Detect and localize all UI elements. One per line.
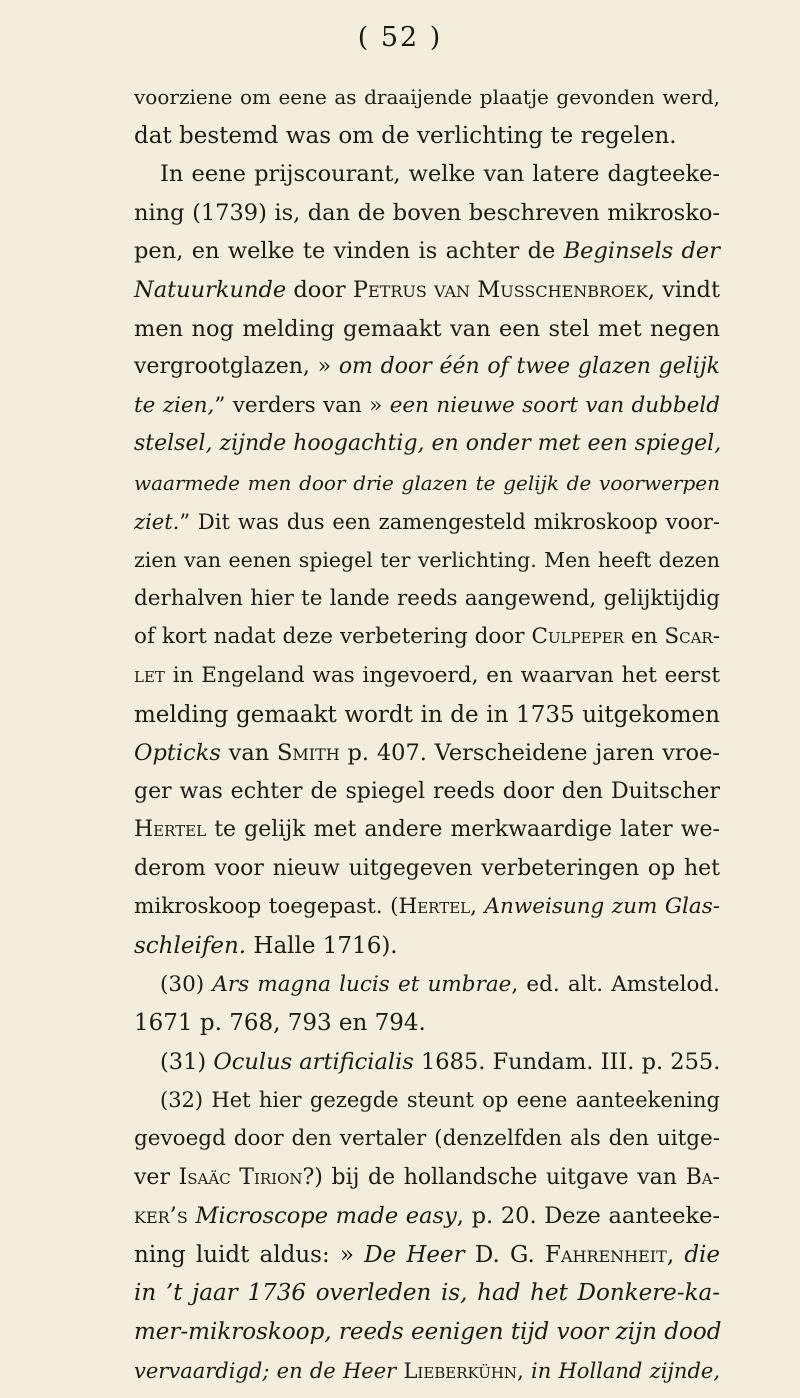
- italic-text: stelsel, zijnde hoogachtig, en onder met een spiegel,: [134, 431, 722, 457]
- italic-text: in Holland zijnde,: [531, 1358, 720, 1383]
- text-line-21: [134, 850, 720, 889]
- text-segment: p. 407. Verscheidene jaren vroe-: [339, 740, 721, 767]
- text-segment: of kort nadat deze verbetering door: [134, 624, 532, 650]
- text-line-28: [134, 1120, 720, 1159]
- text-segment: ,: [470, 894, 485, 920]
- small-caps-name: Hertel: [134, 817, 207, 843]
- text-segment: In eene prijscourant, welke van latere dagteeke-: [160, 161, 720, 188]
- text-line-23: [134, 927, 720, 966]
- text-segment: derom voor nieuw uitgegeven verbeteringen op het: [134, 855, 720, 881]
- small-caps-name: Petrus van Musschenbroek: [352, 276, 648, 303]
- italic-text: vervaardigd; en de Heer: [134, 1358, 404, 1383]
- italic-text: ziet.: [134, 509, 180, 534]
- italic-text: een nieuwe soort van dubbeld: [389, 392, 720, 418]
- text-line-2: [134, 117, 720, 156]
- small-caps-name: Hertel: [398, 894, 471, 920]
- text-line-3: [134, 155, 720, 194]
- small-caps-name: ker’s: [134, 1203, 188, 1230]
- text-segment: ger was echter de spiegel reeds door den Duitscher: [134, 778, 720, 804]
- text-line-24: [134, 966, 720, 1005]
- text-line-14: [134, 580, 720, 619]
- italic-text: Beginsels der: [563, 238, 720, 265]
- small-caps-name: Lieberkühn: [403, 1358, 518, 1383]
- text-line-26: [134, 1043, 720, 1082]
- text-line-10: [134, 425, 720, 464]
- text-line-13: [134, 541, 720, 580]
- small-caps-name: Ba-: [685, 1164, 720, 1190]
- body-text: [134, 78, 720, 1390]
- italic-text: waarmede men door drie glazen te gelijk de voorwerpen: [134, 470, 720, 495]
- italic-text: Microscope made easy: [195, 1203, 457, 1230]
- text-segment: 1671 p. 768, 793 en 794.: [134, 1010, 426, 1037]
- text-segment: derhalven hier te lande reeds aangewend, gelijktijdig: [134, 585, 720, 611]
- text-line-15: [134, 618, 720, 657]
- page-number: ( 52 ): [357, 22, 443, 53]
- text-segment: voorziene om eene as draaijende plaatje gevonden werd,: [134, 85, 720, 109]
- text-line-12: [134, 503, 720, 542]
- text-line-27: [134, 1081, 720, 1120]
- text-segment: (32) Het hier gezegde steunt op eene aanteekening: [160, 1088, 720, 1113]
- text-line-18: [134, 734, 720, 773]
- small-caps-name: Smith: [277, 740, 340, 767]
- italic-text: schleifen.: [134, 933, 247, 960]
- text-segment: melding gemaakt wordt in de in 1735 uitgekomen: [134, 701, 720, 728]
- text-segment: , vindt: [647, 276, 720, 303]
- text-line-20: [134, 811, 720, 850]
- text-segment: en: [623, 624, 665, 650]
- italic-text: te zien,: [134, 392, 215, 418]
- text-segment: ” verders van »: [214, 392, 390, 418]
- small-caps-name: Fahrenheit: [544, 1241, 667, 1268]
- small-caps-name: let: [134, 662, 165, 688]
- text-line-5: [134, 232, 720, 271]
- text-segment: vergrootglazen, »: [134, 354, 339, 380]
- text-segment: , ed. alt. Amstelod.: [511, 971, 720, 997]
- text-line-29: [134, 1159, 720, 1198]
- italic-text: in ’t jaar 1736 overleden is, had het Donkere-ka-: [134, 1280, 720, 1307]
- text-segment: ?) bij de hollandsche uitgave van: [302, 1164, 686, 1190]
- text-line-9: [134, 387, 720, 426]
- text-segment: men nog melding gemaakt van een stel met negen: [134, 315, 720, 342]
- text-line-17: [134, 696, 720, 735]
- italic-text: om door één of twee glazen gelijk: [338, 354, 720, 380]
- italic-text: Anweisung zum Glas-: [484, 894, 721, 920]
- text-line-1: [134, 78, 720, 117]
- text-line-16: [134, 657, 720, 696]
- text-segment: gevoegd door den vertaler (denzelfden als den uitge-: [134, 1126, 720, 1152]
- text-line-32: [134, 1274, 720, 1313]
- text-segment: D. G.: [464, 1241, 545, 1268]
- text-segment: mikroskoop toegepast. (: [134, 894, 399, 920]
- text-line-7: [134, 310, 720, 349]
- small-caps-name: Isaäc Tirion: [178, 1164, 303, 1190]
- text-line-6: [134, 271, 720, 310]
- text-segment: ning (1739) is, dan de boven beschreven mikrosko-: [134, 199, 720, 226]
- italic-text: mer-mikroskoop, reeds eenigen tijd voor zijn dood: [134, 1319, 722, 1345]
- text-line-4: [134, 194, 720, 233]
- text-segment: te gelijk met andere merkwaardige later we-: [206, 817, 720, 843]
- text-segment: 1685. Fundam. III. p. 255.: [413, 1048, 721, 1075]
- text-segment: , p. 20. Deze aanteeke-: [456, 1203, 720, 1230]
- text-segment: ” Dit was dus een zamengesteld mikroskoop voor-: [179, 509, 720, 534]
- italic-text: De Heer: [364, 1241, 465, 1268]
- small-caps-name: Culpeper: [531, 624, 624, 650]
- text-line-34: [134, 1352, 720, 1391]
- italic-text: Ars magna lucis et umbrae: [212, 971, 512, 997]
- text-segment: van: [220, 740, 278, 767]
- text-line-33: [134, 1313, 720, 1352]
- italic-text: Natuurkunde: [134, 276, 287, 303]
- text-line-8: [134, 348, 720, 387]
- text-line-19: [134, 773, 720, 812]
- text-segment: ,: [666, 1241, 685, 1268]
- text-line-22: [134, 888, 720, 927]
- text-segment: zien van eenen spiegel ter verlichting. Men heeft dezen: [134, 548, 720, 573]
- text-line-30: [134, 1197, 720, 1236]
- text-segment: door: [286, 276, 353, 303]
- text-segment: dat bestemd was om de verlichting te regelen.: [134, 122, 677, 149]
- text-segment: (30): [160, 971, 213, 997]
- text-segment: ver: [134, 1164, 179, 1190]
- text-segment: Halle 1716).: [246, 933, 398, 960]
- text-segment: ,: [517, 1358, 531, 1383]
- text-segment: pen, en welke te vinden is achter de: [134, 238, 564, 265]
- text-line-25: [134, 1004, 720, 1043]
- text-line-31: [134, 1236, 720, 1275]
- italic-text: Opticks: [134, 740, 221, 767]
- italic-text: die: [684, 1241, 721, 1268]
- italic-text: Oculus artificialis: [213, 1048, 414, 1075]
- text-line-11: [134, 464, 720, 503]
- small-caps-name: Scar-: [664, 624, 720, 650]
- text-segment: in Engeland was ingevoerd, en waarvan het eerst: [164, 662, 720, 688]
- text-segment: ning luidt aldus: »: [134, 1241, 365, 1268]
- text-segment: (31): [160, 1048, 214, 1075]
